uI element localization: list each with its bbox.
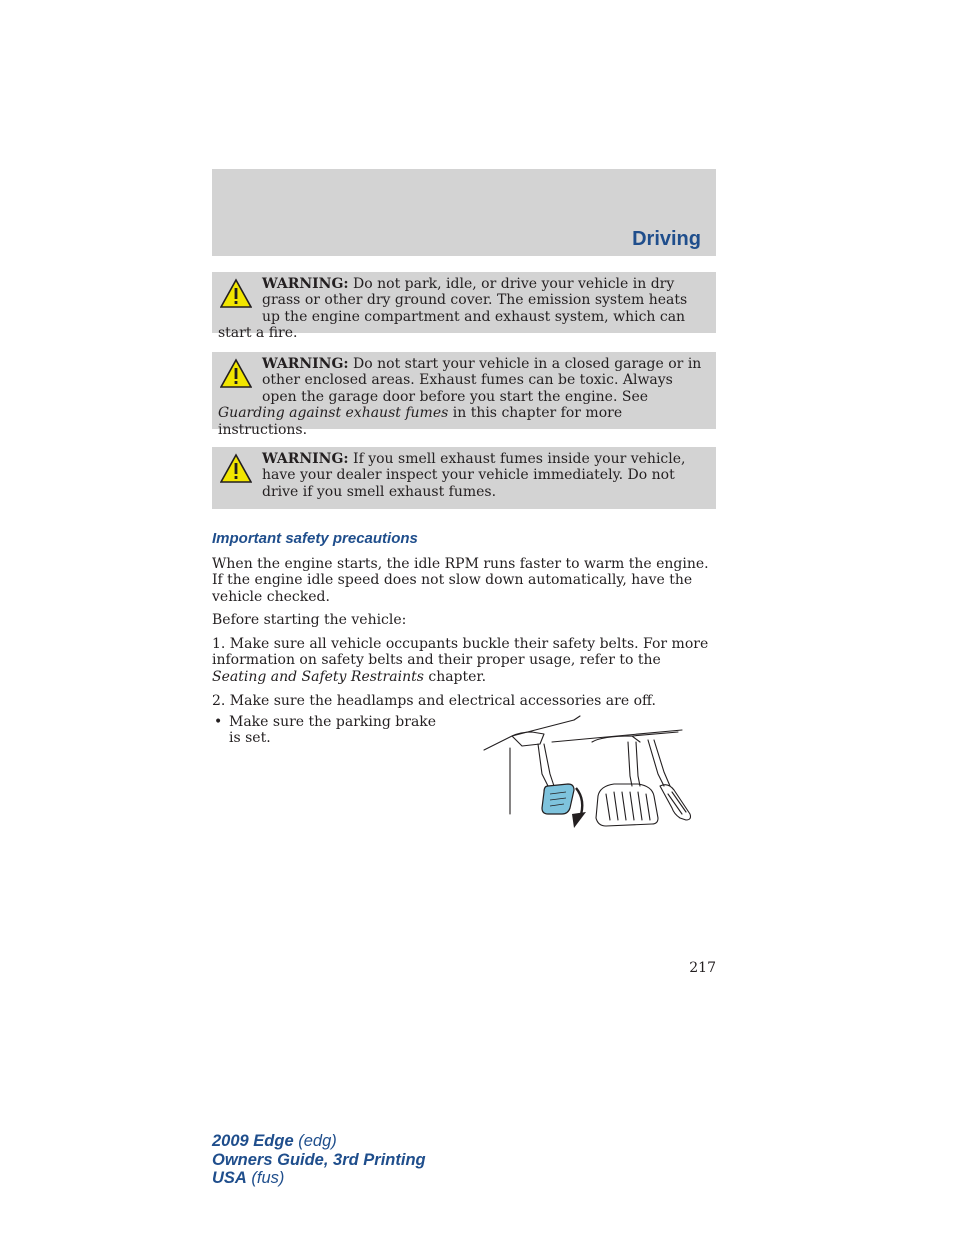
footer-market-code: (fus) <box>246 1169 285 1187</box>
cross-reference: Seating and Safety Restraints <box>212 668 424 685</box>
warning-triangle-icon <box>220 358 252 390</box>
chapter-title: Driving <box>632 228 701 250</box>
warning-box-dry-grass <box>212 272 716 342</box>
footer-line-model <box>212 1132 426 1151</box>
paragraph-step-1 <box>212 636 716 685</box>
warning-text: Do not park, idle, or drive your vehicle in dry grass or other dry ground cover. The emission system heats up the engine compartment and exhaust system, which can start a fire. <box>218 276 688 342</box>
step-text: 1. Make sure all vehicle occupants buckle their safety belts. For more information on safety belts and their proper usage, refer to the <box>212 636 709 669</box>
warning-triangle-icon <box>220 453 252 485</box>
document-footer <box>212 1132 426 1188</box>
footer-line-edition: Owners Guide, 3rd Printing <box>212 1150 426 1169</box>
bullet-parking-brake <box>212 714 452 747</box>
warning-text: If you smell exhaust fumes inside your vehicle, have your dealer inspect your vehicle immediately. Do not drive if you smell exhaust fumes. <box>262 451 686 500</box>
warning-box-closed-garage <box>212 352 716 438</box>
paragraph-before-starting: Before starting the vehicle: <box>212 612 407 628</box>
footer-line-market <box>212 1169 426 1188</box>
warning-text: in this chapter for more instructions. <box>218 405 623 438</box>
section-heading: Important safety precautions <box>212 530 418 547</box>
bullet-text: Make sure the parking brake is set. <box>229 714 437 747</box>
paragraph-idle-rpm: When the engine starts, the idle RPM runs faster to warm the engine. If the engine idle speed does not slow down automatically, have the vehicle checked. <box>212 556 709 605</box>
footer-market: USA <box>212 1169 247 1187</box>
parking-brake-pedal-illustration <box>482 714 696 834</box>
warning-label: WARNING: <box>262 356 349 372</box>
warning-label: WARNING: <box>262 451 349 467</box>
footer-model: 2009 Edge <box>212 1132 294 1150</box>
warning-triangle-icon <box>220 278 252 310</box>
warning-text: Do not start your vehicle in a closed garage or in other enclosed areas. Exhaust fumes can be toxic. Always open the garage door before you start the engine. See <box>262 356 702 405</box>
footer-model-code: (edg) <box>293 1132 337 1150</box>
warning-label: WARNING: <box>262 276 349 292</box>
chapter-header-band <box>212 169 716 256</box>
warning-box-exhaust-fumes <box>212 447 716 509</box>
cross-reference: Guarding against exhaust fumes <box>218 405 449 422</box>
step-text: chapter. <box>423 668 487 685</box>
paragraph-step-2: 2. Make sure the headlamps and electrical accessories are off. <box>212 693 656 709</box>
bullet-marker: • <box>214 714 223 730</box>
page-number: 217 <box>689 960 716 976</box>
